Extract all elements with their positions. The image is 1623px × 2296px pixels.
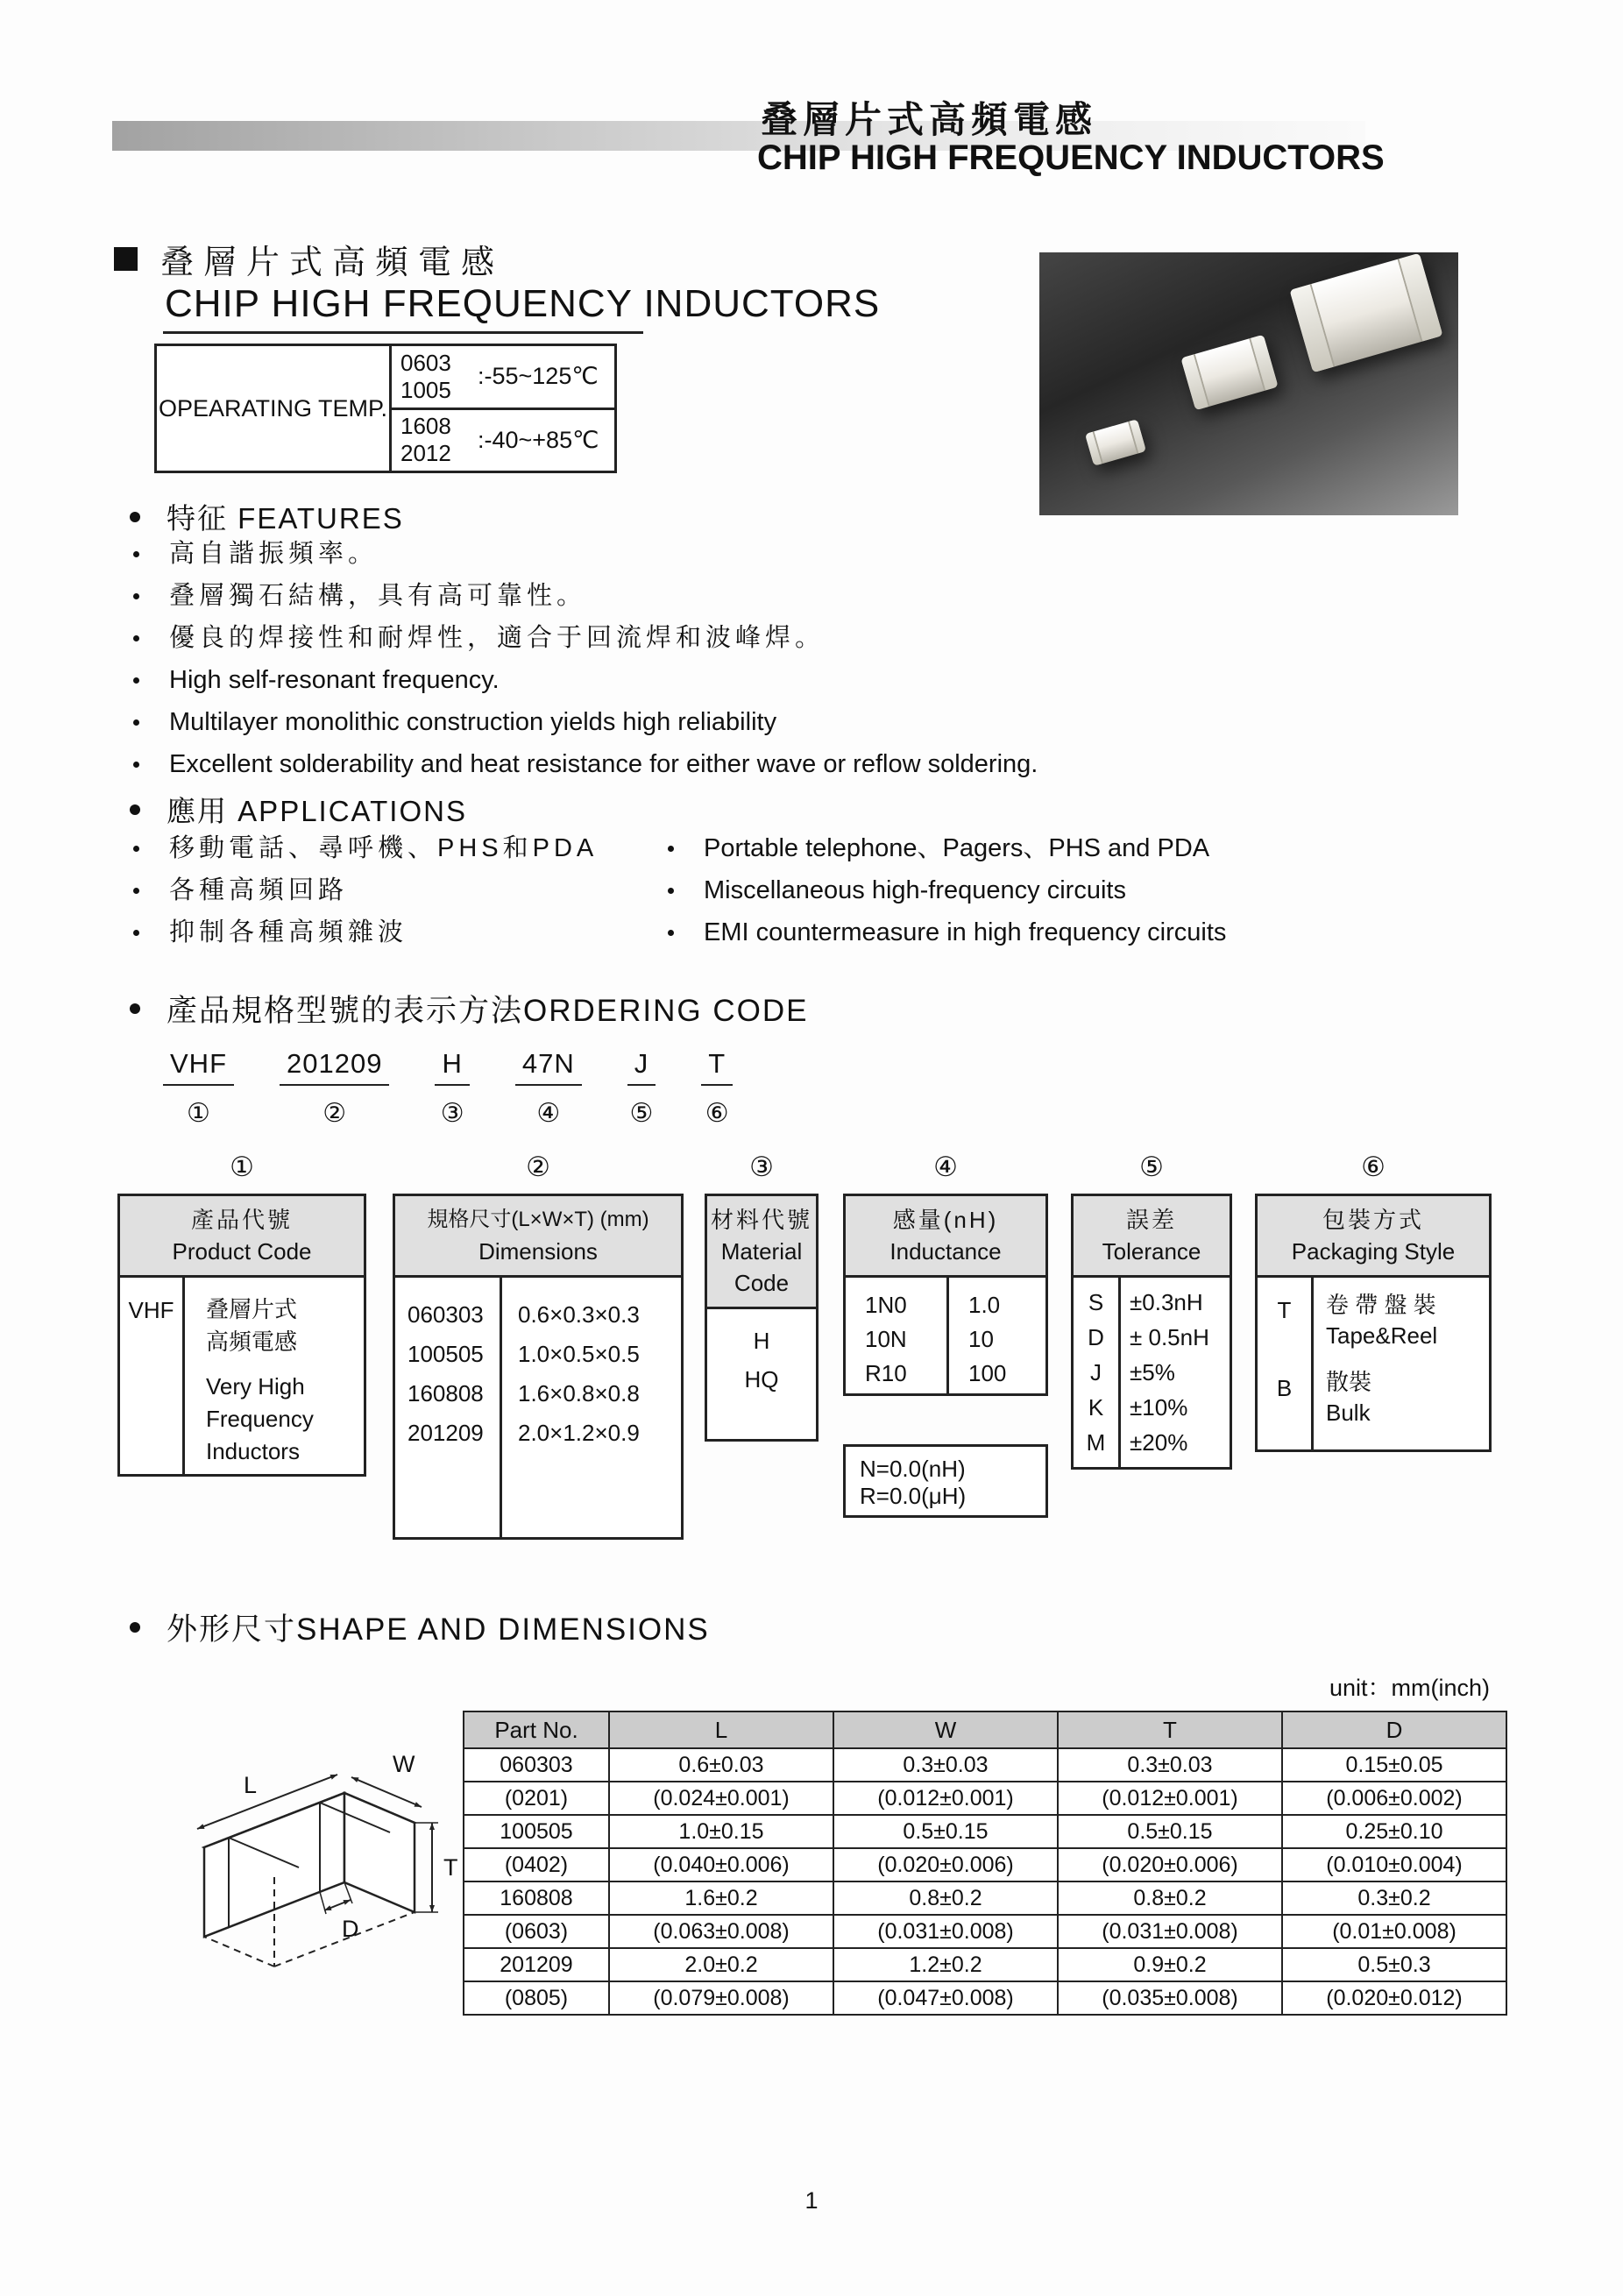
- list-item: [133, 873, 633, 908]
- list-item: [133, 831, 633, 866]
- list-item: [133, 620, 1237, 655]
- cell: (0.024±0.001): [609, 1782, 833, 1815]
- dimension-code: 160808: [408, 1380, 484, 1407]
- operating-temp-table: [154, 344, 617, 473]
- packaging-table: [1255, 1194, 1492, 1452]
- table-mark-2: ②: [526, 1152, 550, 1182]
- product-code-table: [117, 1194, 366, 1477]
- chip-terminal: [1250, 335, 1279, 391]
- features-list: [133, 536, 1237, 789]
- table-mark-5: ⑤: [1139, 1152, 1164, 1182]
- inductance-note: R=0.0(μH): [860, 1483, 967, 1509]
- code-part-value: 47N: [515, 1048, 582, 1086]
- cell: 0.25±0.10: [1282, 1815, 1506, 1848]
- cell: (0603): [464, 1915, 609, 1948]
- cell: 0.5±0.15: [833, 1815, 1058, 1848]
- desc-line: 叠層片式: [206, 1296, 298, 1322]
- bullet-icon: [130, 1003, 140, 1014]
- cell: (0.01±0.008): [1282, 1915, 1506, 1948]
- inductance-code: 10N: [865, 1326, 907, 1352]
- bullet-icon: [133, 677, 139, 684]
- chip-terminal: [1289, 284, 1335, 372]
- bullet-icon: [130, 512, 140, 522]
- header-title-en: CHIP HIGH FREQUENCY INDUCTORS: [757, 138, 1385, 177]
- dimension-value: 0.6×0.3×0.3: [518, 1301, 640, 1328]
- cell: 2.0±0.2: [609, 1948, 833, 1981]
- bullet-icon: [133, 846, 139, 852]
- tolerance-code: M: [1086, 1429, 1106, 1456]
- material-code-body: [707, 1309, 816, 1439]
- ordering-code-heading: [130, 987, 808, 1031]
- packaging-descs: [1314, 1278, 1489, 1449]
- packaging-header: [1258, 1196, 1489, 1278]
- dimensions-code-header: [395, 1196, 681, 1278]
- list-item: [668, 873, 1351, 908]
- table-row: [464, 1748, 1506, 1782]
- code-part-mark: ①: [187, 1099, 210, 1128]
- table-row: [464, 1981, 1506, 2015]
- table-header-row: [464, 1711, 1506, 1748]
- packaging-desc-en: Tape&Reel: [1326, 1322, 1438, 1349]
- inductance-value: 1.0: [968, 1292, 1001, 1318]
- tolerance-values: [1121, 1278, 1230, 1467]
- col-header-part: Part No.: [464, 1711, 609, 1748]
- inductance-value: 10: [968, 1326, 994, 1352]
- col-header-t: T: [1058, 1711, 1282, 1748]
- chip-inductor-large: [1289, 253, 1442, 373]
- section-title-zh-text: 叠層片式高頻電感: [160, 244, 505, 281]
- inductance-code: 1N0: [865, 1292, 907, 1318]
- chip-terminal: [1085, 431, 1103, 465]
- list-item: [133, 705, 1237, 740]
- unit-note: unit：mm(inch): [1329, 1675, 1490, 1701]
- dimensions-code-table: [393, 1194, 684, 1540]
- table-row: [464, 1848, 1506, 1881]
- desc-line: Frequency: [206, 1406, 314, 1432]
- cell: 100505: [464, 1815, 609, 1848]
- feature-text: High self-resonant frequency.: [169, 666, 500, 694]
- tolerance-value: ±10%: [1130, 1394, 1188, 1421]
- label-W: W: [393, 1751, 415, 1777]
- tolerance-value: ±5%: [1130, 1359, 1175, 1385]
- product-code-header: [120, 1196, 364, 1278]
- code-part: [280, 1048, 389, 1129]
- code-part: [163, 1048, 234, 1129]
- features-heading: [130, 496, 404, 537]
- tolerance-header: [1074, 1196, 1230, 1278]
- title-underline: [163, 331, 643, 334]
- feature-text: 優良的焊接性和耐焊性，適合于回流焊和波峰焊。: [169, 624, 826, 652]
- dimension-value: 1.6×0.8×0.8: [518, 1380, 640, 1407]
- material-code: H: [753, 1328, 770, 1354]
- table-mark-4: ④: [933, 1152, 958, 1182]
- spacer: [206, 1358, 364, 1371]
- bullet-icon: [130, 804, 140, 815]
- cell: 160808: [464, 1881, 609, 1915]
- dimension-code: 201209: [408, 1420, 484, 1446]
- feature-text: 叠層獨石結構，具有高可靠性。: [169, 582, 587, 610]
- table-row: [464, 1948, 1506, 1981]
- header-en: Dimensions: [478, 1238, 598, 1265]
- application-text: 抑制各種高頻雜波: [169, 918, 408, 946]
- cell: (0805): [464, 1981, 609, 2015]
- header-en: Product Code: [172, 1238, 312, 1265]
- dimension-code: 100505: [408, 1341, 484, 1367]
- chip-terminal: [1128, 419, 1146, 453]
- code-part-mark: ②: [322, 1099, 347, 1128]
- tolerance-code: K: [1088, 1394, 1104, 1421]
- inductance-header: [846, 1196, 1045, 1278]
- temp-code: 0603: [400, 349, 451, 376]
- table-row: [464, 1881, 1506, 1915]
- inductance-body: [846, 1278, 1045, 1393]
- material-code-header: [707, 1196, 816, 1309]
- code-part-mark: ⑥: [705, 1099, 729, 1128]
- code-part-value: J: [627, 1048, 656, 1086]
- label-L: L: [244, 1772, 258, 1798]
- section-title-en: CHIP HIGH FREQUENCY INDUCTORS: [165, 282, 881, 325]
- cell: 0.15±0.05: [1282, 1748, 1506, 1782]
- bullet-icon: [133, 593, 139, 599]
- cell: 0.5±0.15: [1058, 1815, 1282, 1848]
- cell: 0.3±0.2: [1282, 1881, 1506, 1915]
- temp-code: 1608: [400, 413, 451, 440]
- packaging-desc-en: Bulk: [1326, 1400, 1371, 1426]
- header-zh: 感量(nH): [892, 1207, 999, 1233]
- applications-heading-text: 應用 APPLICATIONS: [167, 795, 467, 827]
- header-en: Tolerance: [1102, 1238, 1201, 1265]
- temp-table-label: OPEARATING TEMP.: [157, 346, 392, 471]
- applications-list-zh: [133, 831, 633, 957]
- cell: (0.012±0.001): [833, 1782, 1058, 1815]
- table-mark-6: ⑥: [1361, 1152, 1386, 1182]
- desc-line: Inductors: [206, 1438, 300, 1464]
- temp-row-1-codes: [400, 350, 471, 404]
- label-D: D: [342, 1916, 359, 1942]
- product-code-value: VHF: [120, 1278, 185, 1474]
- inductance-codes: [846, 1278, 949, 1393]
- cell: (0402): [464, 1848, 609, 1881]
- application-text: Miscellaneous high-frequency circuits: [704, 876, 1126, 904]
- square-bullet-icon: [114, 247, 138, 271]
- dimension-diagram: [121, 1742, 471, 2023]
- list-item: [668, 831, 1351, 866]
- cell: (0.035±0.008): [1058, 1981, 1282, 2015]
- bullet-icon: [133, 762, 139, 768]
- tolerance-code: J: [1090, 1359, 1102, 1385]
- code-part: [435, 1048, 469, 1129]
- code-part: [515, 1048, 582, 1129]
- col-header-l: L: [609, 1711, 833, 1748]
- cell: (0.031±0.008): [833, 1915, 1058, 1948]
- list-item: [133, 578, 1237, 613]
- code-part: [627, 1048, 656, 1129]
- dimension-values: [502, 1278, 681, 1537]
- desc-line: Very High: [206, 1373, 305, 1400]
- bullet-icon: [133, 888, 139, 894]
- cell: (0.031±0.008): [1058, 1915, 1282, 1948]
- code-part-mark: ③: [440, 1099, 464, 1128]
- bullet-icon: [668, 930, 674, 936]
- header-zh: 誤差: [1125, 1207, 1177, 1233]
- box-right-face: [344, 1793, 415, 1912]
- code-part-value: 201209: [280, 1048, 389, 1086]
- header-zh: 規格尺寸(L×W×T) (mm): [427, 1208, 649, 1231]
- applications-heading: [130, 789, 467, 830]
- cell: (0.020±0.012): [1282, 1981, 1506, 2015]
- table-mark-1: ①: [230, 1152, 254, 1182]
- applications-list-en: [668, 831, 1351, 957]
- chip-terminal: [1397, 253, 1442, 342]
- packaging-code: B: [1276, 1375, 1293, 1401]
- chip-terminal: [1180, 354, 1209, 410]
- temp-range: :-40~+85℃: [478, 426, 599, 453]
- code-part: [701, 1048, 733, 1129]
- packaging-desc-zh: 卷 帶 盤 裝: [1326, 1292, 1436, 1318]
- packaging-codes: [1258, 1278, 1314, 1449]
- table-row: [464, 1915, 1506, 1948]
- code-part-mark: ⑤: [629, 1099, 654, 1128]
- bullet-icon: [133, 551, 139, 557]
- feature-text: 高自諧振頻率。: [169, 540, 379, 568]
- tolerance-value: ±20%: [1130, 1429, 1188, 1456]
- inductance-note: N=0.0(nH): [860, 1456, 966, 1482]
- temp-range: :-55~125℃: [478, 363, 599, 390]
- temp-table-body: [392, 346, 614, 471]
- tolerance-value: ±0.3nH: [1130, 1289, 1203, 1315]
- bullet-icon: [133, 719, 139, 726]
- product-code-desc: [185, 1278, 364, 1474]
- cell: (0.079±0.008): [609, 1981, 833, 2015]
- spacer: [1326, 1351, 1489, 1367]
- feature-text: Excellent solderability and heat resistance for either wave or reflow soldering.: [169, 750, 1038, 778]
- application-text: 移動電話、尋呼機、PHS和PDA: [169, 834, 599, 862]
- header-zh: 包裝方式: [1322, 1207, 1424, 1233]
- dimension-value: 2.0×1.2×0.9: [518, 1420, 640, 1446]
- features-heading-text: 特征 FEATURES: [167, 502, 404, 535]
- temp-row-1: [392, 346, 614, 407]
- dimension-codes: [395, 1278, 502, 1537]
- tolerance-table: [1071, 1194, 1232, 1470]
- cell: (0.063±0.008): [609, 1915, 833, 1948]
- page-number: 1: [804, 2187, 819, 2214]
- cell: (0.006±0.002): [1282, 1782, 1506, 1815]
- packaging-desc-zh: 散裝: [1326, 1369, 1372, 1395]
- list-item: [668, 915, 1351, 950]
- inductance-code: R10: [865, 1360, 907, 1386]
- cell: 201209: [464, 1948, 609, 1981]
- desc-line: 高頻電感: [206, 1329, 298, 1355]
- application-text: Portable telephone、Pagers、PHS and PDA: [704, 834, 1210, 862]
- label-T: T: [443, 1854, 458, 1881]
- code-part-value: T: [701, 1048, 733, 1086]
- code-part-mark: ④: [536, 1099, 561, 1128]
- header-zh: 產品代號: [190, 1207, 293, 1233]
- code-part-value: VHF: [163, 1048, 234, 1086]
- tolerance-code: D: [1088, 1324, 1104, 1350]
- list-item: [133, 536, 1237, 571]
- chip-inductor-small: [1085, 419, 1146, 466]
- packaging-body: [1258, 1278, 1489, 1449]
- dimensions-code-body: [395, 1278, 681, 1537]
- inductance-values: [949, 1278, 1045, 1393]
- list-item: [133, 663, 1237, 698]
- chip-inductor-medium: [1180, 335, 1278, 411]
- material-code: HQ: [744, 1366, 779, 1392]
- section-title-zh: [114, 235, 504, 283]
- shape-heading-text: 外形尺寸SHAPE AND DIMENSIONS: [167, 1612, 710, 1647]
- ordering-code-heading-text: 產品規格型號的表示方法ORDERING CODE: [167, 994, 809, 1028]
- cell: (0.020±0.006): [1058, 1848, 1282, 1881]
- header-zh: 材料代號: [711, 1207, 813, 1233]
- tolerance-codes: [1074, 1278, 1121, 1467]
- cell: (0201): [464, 1782, 609, 1815]
- header-en: Code: [734, 1270, 790, 1296]
- packaging-code: T: [1277, 1297, 1292, 1323]
- dimension-value: 1.0×0.5×0.5: [518, 1341, 640, 1367]
- shape-heading: [130, 1605, 710, 1649]
- table-row: [464, 1815, 1506, 1848]
- code-part-value: H: [435, 1048, 469, 1086]
- cell: (0.047±0.008): [833, 1981, 1058, 2015]
- cell: 0.9±0.2: [1058, 1948, 1282, 1981]
- bullet-icon: [668, 888, 674, 894]
- material-code-table: [705, 1194, 819, 1442]
- list-item: [133, 747, 1237, 782]
- cell: 0.6±0.03: [609, 1748, 833, 1782]
- bullet-icon: [133, 930, 139, 936]
- cell: 1.0±0.15: [609, 1815, 833, 1848]
- cell: 1.2±0.2: [833, 1948, 1058, 1981]
- cell: (0.020±0.006): [833, 1848, 1058, 1881]
- header-en: Inductance: [889, 1238, 1002, 1265]
- tolerance-body: [1074, 1278, 1230, 1467]
- bullet-icon: [133, 635, 139, 641]
- cell: (0.010±0.004): [1282, 1848, 1506, 1881]
- col-header-w: W: [833, 1711, 1058, 1748]
- cell: (0.012±0.001): [1058, 1782, 1282, 1815]
- header-en: Material: [720, 1238, 803, 1265]
- ordering-code-example: [163, 1048, 733, 1129]
- tolerance-value: ± 0.5nH: [1130, 1324, 1209, 1350]
- cell: 0.5±0.3: [1282, 1948, 1506, 1981]
- application-text: 各種高頻回路: [169, 876, 349, 904]
- inductance-table: [843, 1194, 1048, 1396]
- temp-row-2-codes: [400, 413, 471, 467]
- cell: 0.8±0.2: [1058, 1881, 1282, 1915]
- bullet-icon: [130, 1622, 140, 1633]
- temp-code: 2012: [400, 440, 451, 467]
- list-item: [133, 915, 633, 950]
- header-title-zh: 叠層片式高頻電感: [761, 99, 1098, 140]
- tolerance-code: S: [1088, 1289, 1104, 1315]
- temp-row-2: [392, 407, 614, 471]
- dimension-code: 060303: [408, 1301, 484, 1328]
- col-header-d: D: [1282, 1711, 1506, 1748]
- table-mark-3: ③: [749, 1152, 774, 1182]
- cell: 0.3±0.03: [1058, 1748, 1282, 1782]
- cell: 0.3±0.03: [833, 1748, 1058, 1782]
- inductance-value: 100: [968, 1360, 1007, 1386]
- application-text: EMI countermeasure in high frequency circuits: [704, 918, 1227, 946]
- cell: 0.8±0.2: [833, 1881, 1058, 1915]
- cell: 060303: [464, 1748, 609, 1782]
- table-row: [464, 1782, 1506, 1815]
- inductance-note-box: [843, 1444, 1048, 1518]
- dimensions-table: [463, 1711, 1507, 2016]
- bullet-icon: [668, 846, 674, 852]
- product-code-body: [120, 1278, 364, 1474]
- cell: 1.6±0.2: [609, 1881, 833, 1915]
- cell: (0.040±0.006): [609, 1848, 833, 1881]
- header-en: Packaging Style: [1291, 1238, 1456, 1265]
- product-photo: [1039, 252, 1458, 515]
- feature-text: Multilayer monolithic construction yields high reliability: [169, 708, 777, 736]
- temp-code: 1005: [400, 376, 451, 403]
